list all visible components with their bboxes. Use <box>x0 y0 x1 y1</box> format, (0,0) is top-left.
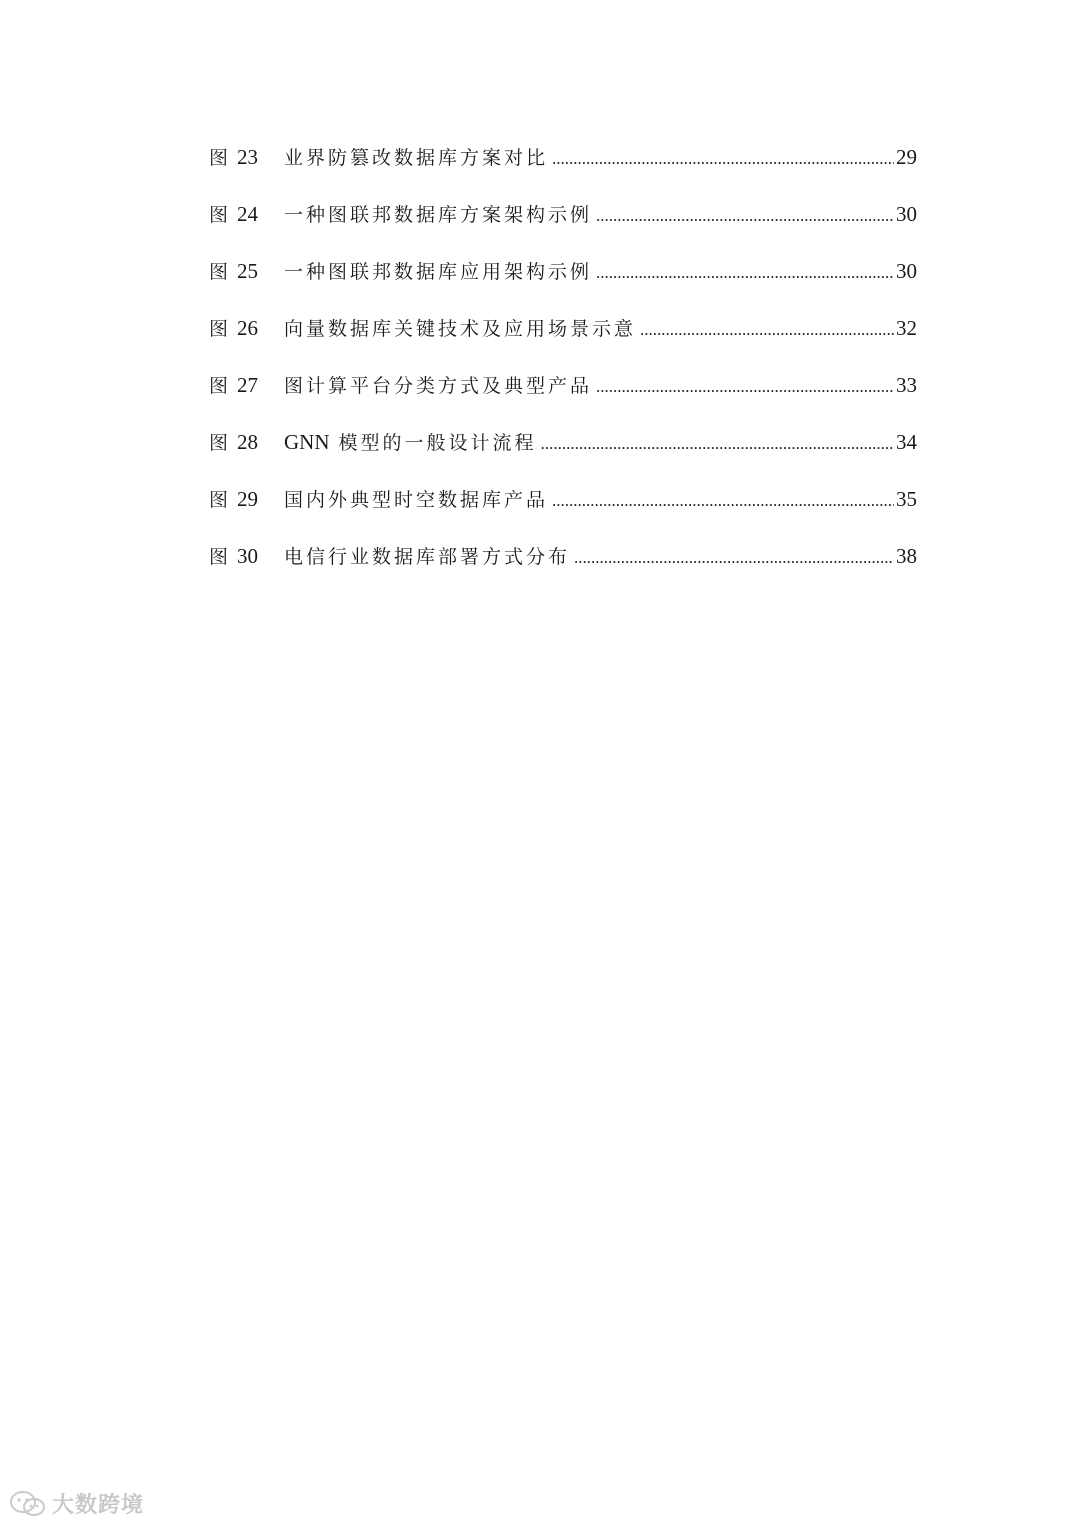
dot-leader <box>640 313 894 346</box>
figure-title: 国内外典型时空数据库产品 <box>284 489 549 511</box>
list-of-figures <box>209 141 917 597</box>
figure-label: 图 <box>209 147 229 169</box>
dot-leader <box>596 370 894 403</box>
figure-label: 图 <box>209 432 229 454</box>
toc-entry-fig-27[interactable] <box>209 369 917 426</box>
wechat-logo-icon <box>8 1489 48 1519</box>
figure-title-latin: GNN <box>284 430 330 454</box>
toc-entry-fig-25[interactable] <box>209 255 917 312</box>
page-number: 35 <box>896 487 917 511</box>
figure-number: 25 <box>237 259 258 283</box>
figure-title: 一种图联邦数据库方案架构示例 <box>284 204 593 226</box>
dot-leader <box>541 427 894 460</box>
watermark <box>8 1488 144 1519</box>
page-number: 30 <box>896 202 917 226</box>
toc-entry-fig-28[interactable] <box>209 426 917 483</box>
page-number: 33 <box>896 373 917 397</box>
dot-leader <box>596 199 894 232</box>
figure-label: 图 <box>209 261 229 283</box>
toc-entry-fig-26[interactable] <box>209 312 917 369</box>
figure-number: 28 <box>237 430 258 454</box>
figure-number: 24 <box>237 202 258 226</box>
figure-title-text: 模型的一般设计流程 <box>338 432 537 454</box>
figure-label: 图 <box>209 375 229 397</box>
figure-title: 向量数据库关键技术及应用场景示意 <box>284 318 637 340</box>
dot-leader <box>552 142 894 175</box>
toc-entry-fig-23[interactable] <box>209 141 917 198</box>
figure-label: 图 <box>209 489 229 511</box>
figure-title: 一种图联邦数据库应用架构示例 <box>284 261 593 283</box>
watermark-text: 大数跨境 <box>52 1493 145 1518</box>
page-number: 34 <box>896 430 917 454</box>
figure-number: 30 <box>237 544 258 568</box>
figure-title: 电信行业数据库部署方式分布 <box>284 546 571 568</box>
figure-title: 业界防篡改数据库方案对比 <box>284 147 549 169</box>
figure-label: 图 <box>209 546 229 568</box>
page-number: 32 <box>896 316 917 340</box>
figure-number: 26 <box>237 316 258 340</box>
dot-leader <box>552 484 894 517</box>
figure-label: 图 <box>209 204 229 226</box>
page-number: 38 <box>896 544 917 568</box>
figure-title <box>284 426 537 460</box>
toc-entry-fig-30[interactable] <box>209 540 917 597</box>
figure-number: 23 <box>237 145 258 169</box>
figure-number: 27 <box>237 373 258 397</box>
figure-label: 图 <box>209 318 229 340</box>
dot-leader <box>596 256 894 289</box>
toc-entry-fig-24[interactable] <box>209 198 917 255</box>
figure-number: 29 <box>237 487 258 511</box>
dot-leader <box>574 541 894 574</box>
page-number: 30 <box>896 259 917 283</box>
toc-entry-fig-29[interactable] <box>209 483 917 540</box>
figure-title: 图计算平台分类方式及典型产品 <box>284 375 593 397</box>
page-number: 29 <box>896 145 917 169</box>
